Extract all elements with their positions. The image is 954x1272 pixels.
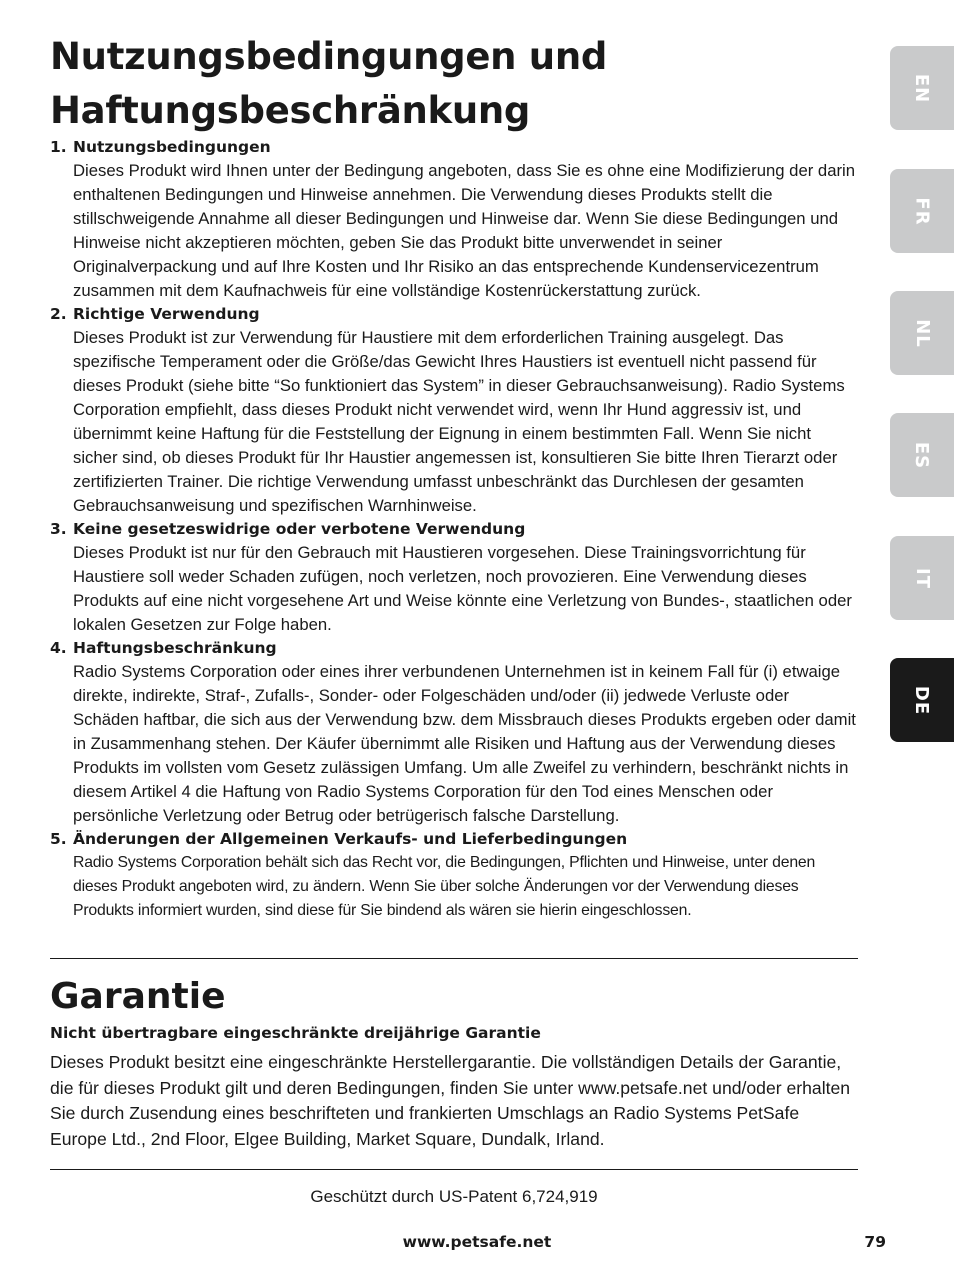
section-number: 2. xyxy=(50,305,67,323)
section-no-unlawful-use xyxy=(50,518,858,637)
section-proper-use xyxy=(50,303,858,518)
section-heading xyxy=(50,136,858,159)
divider xyxy=(50,958,858,959)
terms-sections xyxy=(50,136,858,923)
section-number: 1. xyxy=(50,138,67,156)
section-title: Haftungsbeschränkung xyxy=(73,639,277,657)
section-terms-of-use xyxy=(50,136,858,303)
section-body: Radio Systems Corporation oder eines ihrer verbundenen Unternehmen ist in keinem Fall für (i) etwaige direkte, indirekte, Straf-, Zufalls-, Sonder- oder Folgeschäden und/oder (ii) jedwede Verluste oder Schäden haftbar, die sich aus der Verwendung bzw. dem Missbrauch dieses Produkts ergeben oder damit in Zusammenhang stehen. Der Käufer übernimmt alle Risiken und Haftung aus der Verwendung dieses Produkts im vollsten vom Gesetz zulässigen Umfang. Um alle Zweifel zu verhindern, beschränkt nichts in diesem Artikel 4 die Haftung von Radio Systems Corporation für den Tod eines Menschen oder persönliche Verletzung oder Betrug oder betrügerisch falsche Darstellung. xyxy=(73,662,856,825)
section-body: Dieses Produkt ist zur Verwendung für Haustiere mit dem erforderlichen Training ausgelegt. Das spezifische Temperament oder die Größe/das Gewicht Ihres Haustiers ist eventuell nicht passend für dieses Produkt (siehe bitte “So funktioniert das System” in dieser Gebrauchsanweisung). Radio Systems Corporation empfiehlt, dass dieses Produkt nicht verwendet wird, wenn Ihr Hund aggressiv ist, und übernimmt keine Haftung für die Feststellung der Eignung in einem bestimmten Fall. Wenn Sie nicht sicher sind, ob dieses Produkt für Ihr Haustier angemessen ist, konsultieren Sie bitte Ihren Tierarzt oder zertifizierten Trainer. Die richtige Verwendung umfasst unbeschränkt das Durchlesen der gesamten Gebrauchsanweisung und spezifischen Warnhinweise. xyxy=(73,328,845,515)
section-limitation-of-liability xyxy=(50,637,858,828)
section-title: Keine gesetzeswidrige oder verbotene Verwendung xyxy=(73,520,526,538)
language-tab-label: ES xyxy=(911,441,933,469)
section-heading xyxy=(50,303,858,326)
section-number: 4. xyxy=(50,639,67,657)
section-title: Nutzungsbedingungen xyxy=(73,138,271,156)
footer-url: www.petsafe.net xyxy=(402,1233,552,1251)
section-title: Richtige Verwendung xyxy=(73,305,260,323)
language-tab-label: FR xyxy=(911,196,933,226)
section-heading xyxy=(50,518,858,541)
section-heading xyxy=(50,637,858,660)
language-tab-es[interactable] xyxy=(890,413,954,497)
page-number: 79 xyxy=(864,1233,886,1251)
language-tab-label: NL xyxy=(911,318,933,348)
language-tab-fr[interactable] xyxy=(890,169,954,253)
patent-notice: Geschützt durch US-Patent 6,724,919 xyxy=(310,1187,598,1206)
section-body: Dieses Produkt wird Ihnen unter der Bedingung angeboten, dass Sie es ohne eine Modifizierung der darin enthaltenen Bedingungen und Hinweise annehmen. Die Verwendung dieses Produkts stellt die stillschweigende Annahme all dieser Bedingungen und Hinweise dar. Wenn Sie diese Bedingungen und Hinweise nicht akzeptieren möchten, geben Sie das Produkt bitte unverwendet in seiner Originalverpackung und auf Ihre Kosten und Ihr Risiko an das entsprechende Kundenservicezentrum zusammen mit dem Kaufnachweis für eine vollständige Kostenrückerstattung zurück. xyxy=(73,161,856,300)
section-body: Dieses Produkt ist nur für den Gebrauch mit Haustieren vorgesehen. Diese Trainingsvorrichtung für Haustiere soll weder Schaden zufügen, noch verletzen, noch provozieren. Eine Verwendung dieses Produkts auf eine nicht vorgesehene Art und Weise könnte eine Verletzung von Bundes-, staatlichen oder lokalen Gesetzen zur Folge haben. xyxy=(73,543,852,634)
language-tab-label: DE xyxy=(911,685,933,715)
language-tab-it[interactable] xyxy=(890,536,954,620)
page-title-line-2: Haftungsbeschränkung xyxy=(50,89,531,132)
section-body: Radio Systems Corporation behält sich das Recht vor, die Bedingungen, Pflichten und Hinweise, unter denen dieses Produkt angeboten wird, zu ändern. Wenn Sie über solche Änderungen vor der Verwendung dieses Produkts informiert wurden, sind diese für Sie bindend als wären sie hierin eingeschlossen. xyxy=(73,854,816,919)
language-tab-nl[interactable] xyxy=(890,291,954,375)
warranty-body: Dieses Produkt besitzt eine eingeschränkte Herstellergarantie. Die vollständigen Details der Garantie, die für dieses Produkt gilt und deren Bedingungen, finden Sie unter www.petsafe.net und/oder erhalten Sie durch Zusendung eines beschrifteten und frankierten Umschlags an Radio Systems PetSafe Europe Ltd., 2nd Floor, Elgee Building, Market Square, Dundalk, Irland. xyxy=(50,1052,851,1149)
page-title xyxy=(50,30,850,138)
language-tab-label: EN xyxy=(911,73,933,103)
section-number: 3. xyxy=(50,520,67,538)
language-tab-label: IT xyxy=(911,567,933,589)
warranty-title: Garantie xyxy=(50,976,226,1017)
language-tab-de[interactable] xyxy=(890,658,954,742)
section-terms-changes xyxy=(50,828,858,923)
divider xyxy=(50,1169,858,1170)
language-tab-en[interactable] xyxy=(890,46,954,130)
section-number: 5. xyxy=(50,830,67,848)
page-title-line-1: Nutzungsbedingungen und xyxy=(50,35,608,78)
warranty-subtitle: Nicht übertragbare eingeschränkte dreijährige Garantie xyxy=(50,1024,541,1042)
section-heading xyxy=(50,828,858,851)
section-title: Änderungen der Allgemeinen Verkaufs- und Lieferbedingungen xyxy=(73,830,628,848)
